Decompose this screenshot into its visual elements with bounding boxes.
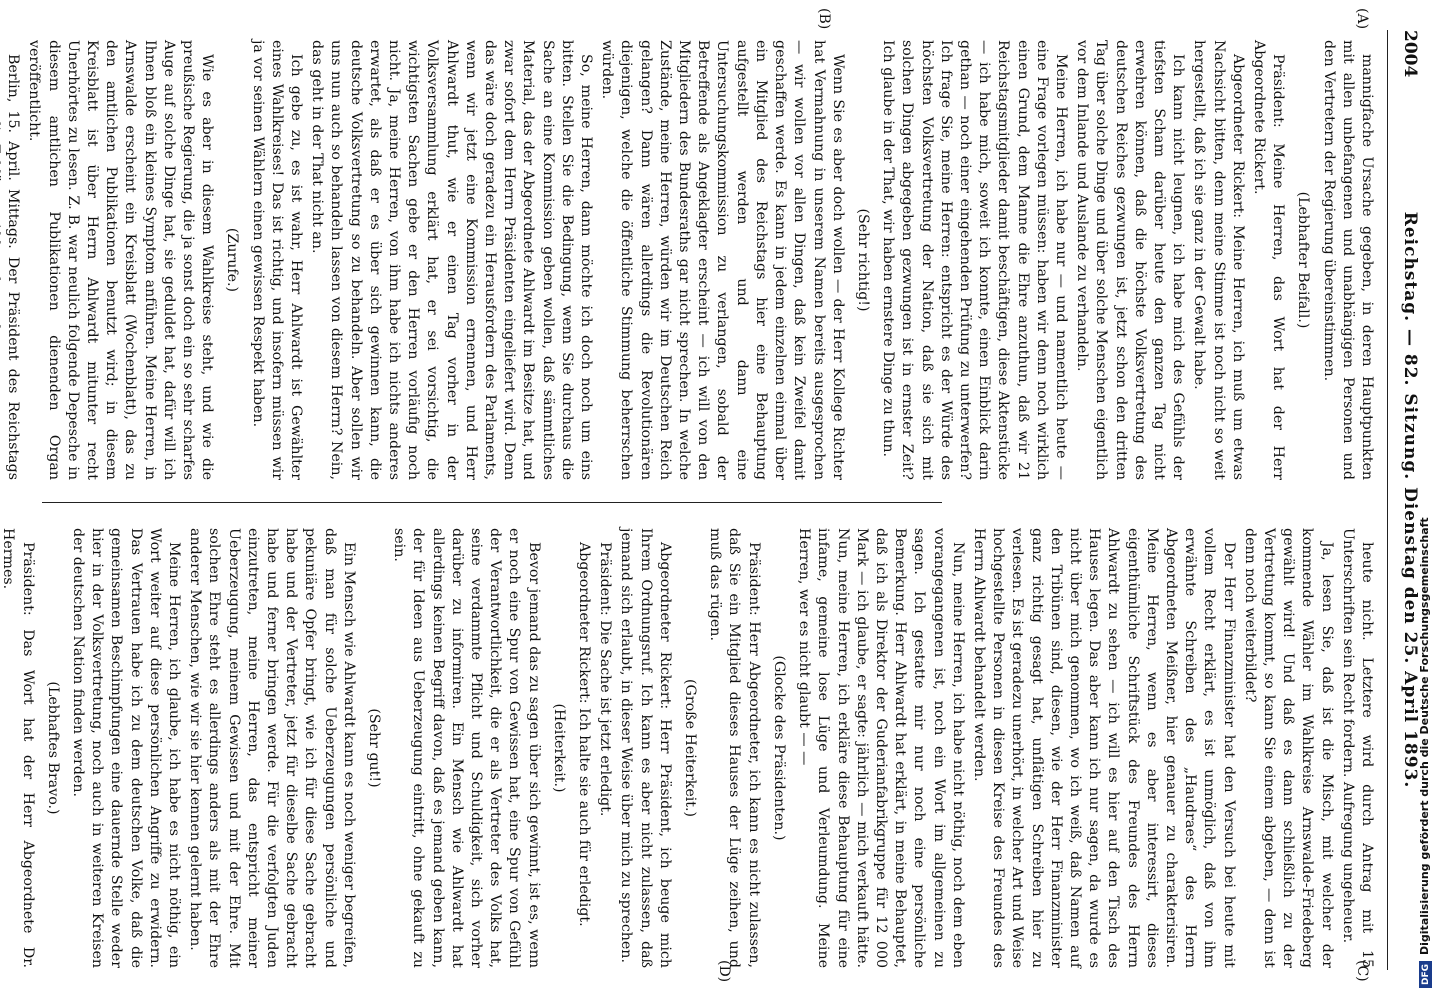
paragraph: Der Herr Finanzminister hat den Versuch bei heute mit vollem Recht erklärt, es ist unmöglich, daß von ihm erwähnte Schreiben des „Haudraes“ des Herrn Abgeordneten Meißner, hier genauer zu charakterisiren. Meine Herren, wenn es aber interessirt, dieses eigenthümliche Schriftstück des Freundes des Herrn Ahlwardt zu sehen — ich will es hier auf den Tisch des Hauses legen. Das aber kann ich nur sagen, da wurde es nicht über mich genommen, wo ich weiß, daß Namen auf den Tribünen sind, diesen, wie der Herr Finanzminister ganz richtig gesagt hat, unflätigen Schreiben hier zu verlesen. Es ist geradezu unerhört, in welcher Art und Weise hochgestellte Personen in diesen Kreise des Freundes des Herrn Ahlwardt behandelt werden.	[970, 528, 1237, 968]
left-column	[0, 40, 1376, 480]
interjection: (Heiterkeit.)	[550, 703, 567, 793]
paragraph: Nun, meine Herren, ich habe nicht nöthig, noch dem eben vorangegangenen ist, noch ein Wort im allgemeinen zu sagen. Ich gestatte mir nur noch eine persönliche Bemerkung. Herr Ahlwardt hat erklärt, in meine Behauptet, daß ich als Direktor der Guderianfabrikgruppe für 12 000 Mark — ich glaube, er sagte: jährlich — mich verkauft hätte. Nun, meine Herren, ich erkläre diese Behauptung für eine infame, gemeine lose Lüge und Verleumdung. Meine Herren, wer es nicht glaubt — —	[796, 528, 966, 968]
running-title: Reichstag. — 82. Sitzung. Dienstag den 25. April 1893.	[1400, 211, 1420, 789]
margin-marker-d: (D)	[716, 960, 732, 983]
paragraph: Meine Herren, ich glaube, ich habe es nicht nöthig, ein Wort weiter auf diese persönlichen Angriffe zu erwidern. Das Vertrauen habe ich zu dem deutschen Volke, daß die gemeinsamen Beschimpfungen eine dauernde Stelle weder hier in der Volksvertretung, noch auch in weiteren Kreisen der deutschen Nation finden werden.	[70, 528, 183, 968]
paragraph: So, meine Herren, dann möchte ich doch noch um eins bitten. Stellen Sie die Bedingung, wenn Sie durchaus die Sache an eine Kommission geben wollen, daß sämmtliches Material, das der Abgeordnete Ahlwardt im Besitze hat, und zwar sofort dem Herrn Präsidenten eingeliefert wird. Denn das wäre doch geradezu ein Herausfordern des Parlaments, wenn wir jetzt eine Kommission ernennen, und Herr Ahlwardt thut, wie er einen Tag vorher in der Volksversammlung erklärt hat, er sei vorsichtig, die wichtigsten Sachen gebe er den Herren vorläufig noch nicht. Ja, meine Herren, von ihm habe ich nichts anderes erwartet, als daß er es über sich gewinnen kann, die deutsche Volksvertretung so zu behandeln. Aber sollen wir uns nun auch so behandeln lassen von diesem Herrn? Nein, das geht in der That nicht an.	[309, 40, 595, 480]
paragraph: mannigfache Ursache gegeben, in deren Hauptpunkten mit allen unbefangenen und unabhängigen Personen und den Vertretern der Regierung übereinstimmen.	[1320, 40, 1375, 480]
paragraph: Wie es aber in diesem Wahlkreise steht, und wie die preußische Regierung, die ja sonst doch ein so sehr scharfes Auge auf solche Dinge hat, sie geduldet hat, dafür will ich Ihnen bloß ein kleines Symptom anführen. Meine Herren, in Arnswalde erscheint ein Kreisblatt (Wochenblatt), das zu den amtlichen Publikationen benutzt wird; in diesem Kreisblatt ist über Herrn Ahlwardt mitunter recht Unerhörtes zu lesen. Z. B. war neulich folgende Depesche in diesem amtlichen Publikationen dienenden Organ veröffentlicht.	[26, 40, 216, 480]
paragraph: Präsident: Meine Herren, das Wort hat der Herr Abgeordnete Rickert.	[1250, 40, 1287, 480]
paragraph: Ja, lesen Sie, daß ist die Misch, mit welcher der kommende Wähler im Wahlkreise Arnswalde-Friedeberg gewählt wird! Und daß es dann schließlich zu der Vertretung kommt, so kann Sie einem abgeben, — denn ist denn noch weiterbildet?	[1241, 528, 1335, 968]
paragraph: Präsident: Das Wort hat der Herr Abgeordnete Dr. Hermes.	[0, 528, 36, 968]
column-divider	[42, 502, 942, 503]
paragraph: Abgeordneter Rickert: Ich halte sie auch für erledigt.	[576, 542, 593, 927]
dfg-logo: DFG	[1419, 961, 1432, 988]
paragraph: Ich gebe zu, es ist wahr, Herr Ahlwardt ist Gewählter eines Wahlkreises! Das ist richtig, und insofern müssen wir ja vor seinen Wählern einen gewissen Respekt haben.	[249, 40, 305, 480]
paragraph: Abgeordneter Rickert: Meine Herren, ich muß um etwas Nachsicht bitten, denn meine Stimme ist noch nicht so weit hergestellt, daß ich sie ganz in der Gewalt habe.	[1191, 40, 1246, 480]
margin-marker-a: (A)	[1354, 8, 1370, 30]
interjection: (Glocke des Präsidenten.)	[770, 655, 787, 841]
paragraph: Abgeordneter Rickert: Herr Präsident, ich beuge mich Ihrem Ordnungsruf. Ich kann es aber nicht zulassen, daß jemand sich erlaubt, in dieser Weise über mich zu sprechen.	[618, 528, 673, 968]
margin-marker-c: (C)	[1354, 960, 1370, 982]
interjection: (Lebhafter Beifall.)	[1295, 191, 1312, 329]
interjection: (Lebhaftes Bravo.)	[44, 681, 61, 815]
paragraph: Ein Mensch wie Ahlwardt kann es noch weniger begreifen, daß man für solche Ueberzeugungen persönliche und pekuniäre Opfer bringt, wie ich für diese Sache gebracht habe und der Vertreter, jetzt für dieselbe Sache gebracht habe und ferner bringen werde. Für die verfolgten Juden einzutreten, meine Herren, das entspricht meiner Ueberzeugung, meinem Gewissen und mit der Ehre. Mit solchen Ehre steht es allerdings anders als mit der Ehre anderer Menschen, wie wir sie hier kennen gelernt haben.	[187, 528, 357, 968]
paragraph: Bevor jemand das zu sagen über sich gewinnt, ist es, wenn er noch eine Spur von Gewissen hat, eine Spur von Gefühl der Verantwortlichkeit, die er als Vertreter des Volks hat, seine verdammte Pflicht und Schuldigkeit, sich vorher darüber zu informiren. Ein Mensch wie Ahlwardt hat allerdings keinen Begriff davon, daß es jemand geben kann, der für Ideen aus Ueberzeugung eintritt, ohne gekauft zu sein.	[391, 528, 542, 968]
paragraph: Präsident: Herr Abgeordneter, ich kann es nicht zulassen, daß Sie ein Mitglied dieses Hauses der Lüge zeihen, und muß das rügen.	[707, 528, 762, 968]
paragraph: heute nicht. Letztere wird durch Antrag mit 15 Unterschriften sein Recht fordern. Aufregung ungeheuer.	[1339, 528, 1375, 968]
interjection: (Große Heiterkeit.)	[682, 678, 699, 818]
paragraph: Ich kann nicht leugnen, ich habe mich des Gefühls der tiefsten Scham darüber heute den ganzen Tag nicht erwehren können, daß die höchste Volksvertretung des deutschen Reiches gezwungen ist, jetzt schon den dritten Tag über solche Dinge und über solche Menschen eigentlich vor dem Inlande und Auslande zu verhandeln.	[1074, 40, 1187, 480]
interjection: (Zurufe.)	[224, 227, 241, 293]
paragraph: Berlin, 15. April. Mittags. Der Präsident des Reichstags	[5, 54, 22, 480]
interjection: (Sehr gut!)	[366, 708, 383, 788]
page-number: 2004	[1400, 30, 1420, 78]
paragraph: Präsident: Die Sache ist jetzt erledigt.	[597, 542, 614, 817]
right-column	[0, 528, 1376, 968]
header-rule	[1387, 30, 1388, 970]
digitization-sidebar	[1416, 0, 1432, 1000]
interjection: (Sehr richtig!)	[854, 208, 871, 312]
paragraph: Wenn Sie es aber doch wollen — der Herr Kollege Richter hat Vermahnung in unserem Namen bereits ausgesprochen — wir wollen vor allen Dingen, daß kein Zweifel damit geschaffen werde. Es kann in jedem einzelnen einmal über ein Mitglied des Reichstags hier eine Behauptung aufgestellt werden und dann eine Untersuchungskommission zu verlangen, sobald der Betreffende als Angeklagter erscheint — ich will von den Mitgliedern des Bundesraths gar nicht sprechen. In welche Zustände, meine Herren, würden wir im Deutschen Reich gelangen? Dann wären allerdings die Revolutionären diejenigen, welche die öffentliche Stimmung beherrschen würden.	[599, 40, 846, 480]
paragraph: Meine Herren, ich habe nur — und namentlich heute — eine Frage vorlegen müssen: haben wir denn noch wirklich einen Grund, dem Manne die Ehre anzuthun, daß wir 21 Reichstagsmitglieder damit beschäftigen, diese Aktenstücke — ich habe mich, soweit ich konnte, einen Einblick darin gethan — noch einer eingehenden Prüfung zu unterwerfen? Ich frage Sie, meine Herren: entspricht es der Würde des höchsten Volksvertretung der Nation, daß sie sich mit solchen Dingen abgegeben gezwungen ist in ernster Zeit? Ich glaube in der That, wir haben ernstere Dinge zu thun.	[880, 40, 1069, 480]
digitization-note: Digitalisierung gefördert durch die Deutsche Forschungsgemeinschaft	[1418, 517, 1431, 955]
margin-marker-b: (B)	[816, 8, 832, 30]
